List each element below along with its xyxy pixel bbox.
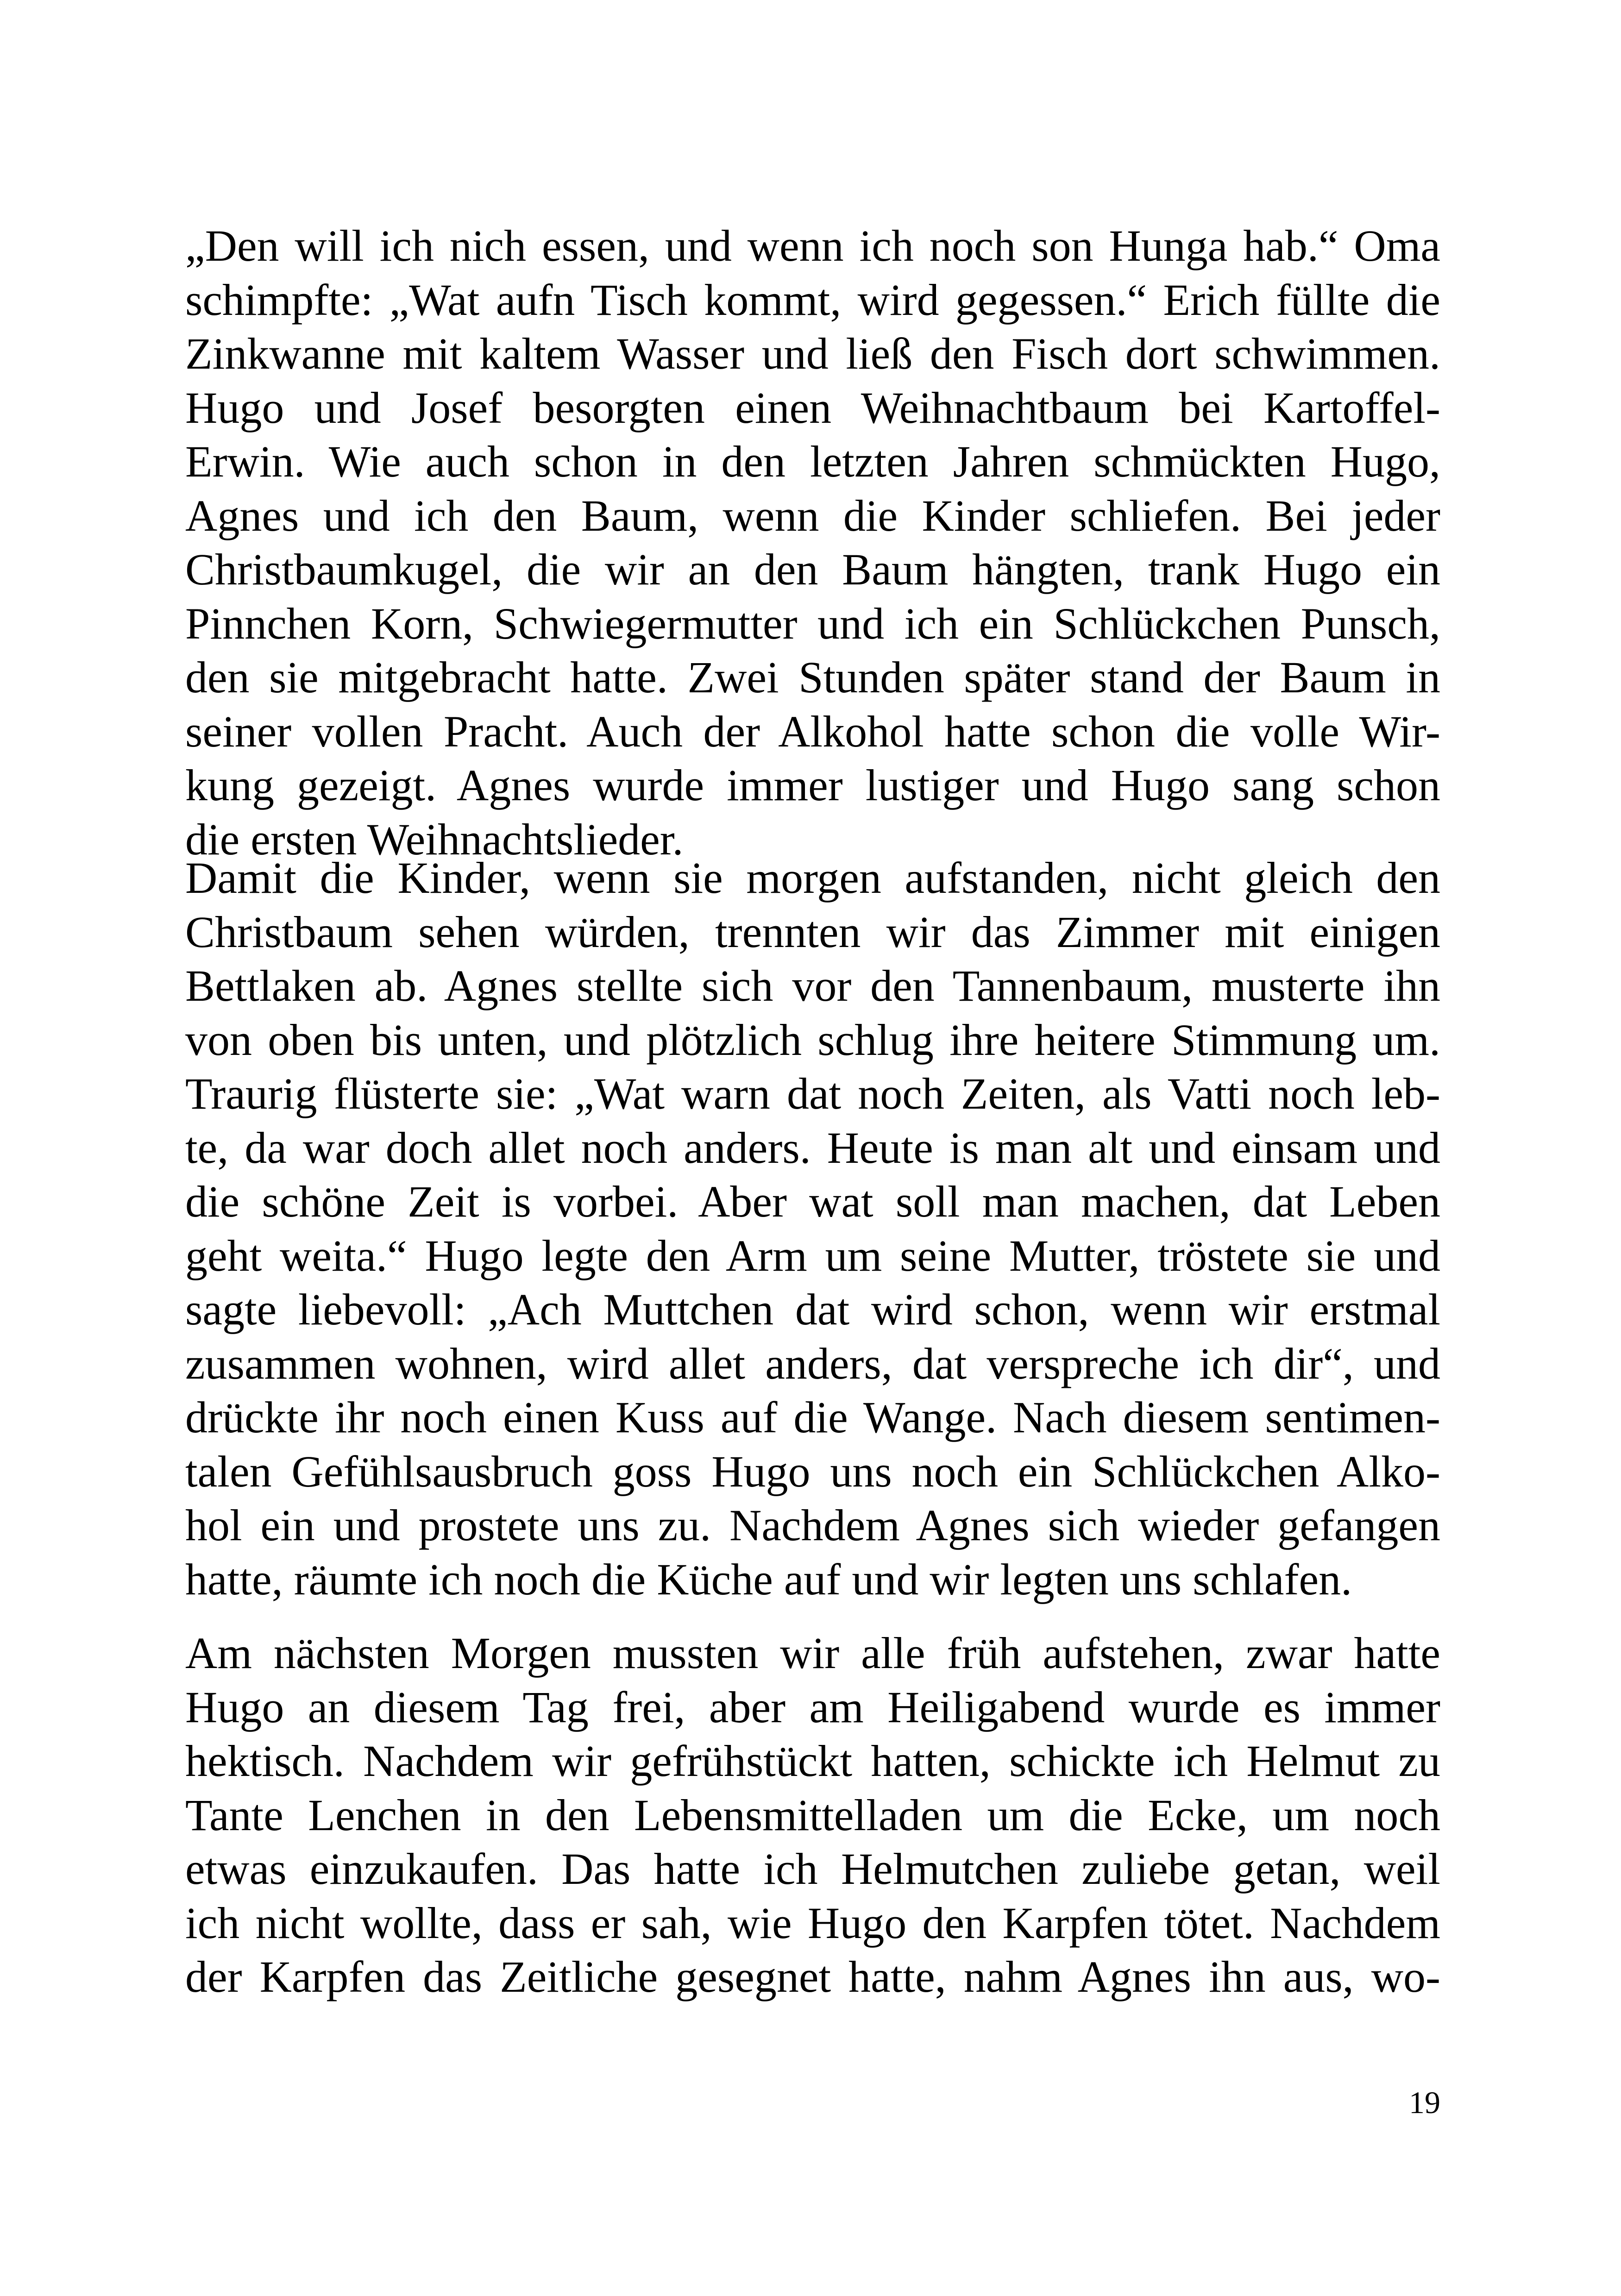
text-line: Christbaum sehen würden, trennten wir das Zimmer mit einigen <box>185 907 1440 957</box>
text-line: Damit die Kinder, wenn sie morgen aufstanden, nicht gleich den <box>185 853 1440 903</box>
paragraph-3 <box>185 1626 1440 2004</box>
text-line: Hugo und Josef besorgten einen Weihnachtbaum bei Kartoffel- <box>185 383 1440 433</box>
text-line: Am nächsten Morgen mussten wir alle früh aufstehen, zwar hatte <box>185 1628 1440 1678</box>
text-line: Hugo an diesem Tag frei, aber am Heiligabend wurde es immer <box>185 1682 1440 1732</box>
text-line: Bettlaken ab. Agnes stellte sich vor den Tannenbaum, musterte ihn <box>185 961 1440 1010</box>
text-line: hektisch. Nachdem wir gefrühstückt hatten, schickte ich Helmut zu <box>185 1736 1440 1786</box>
text-line: zusammen wohnen, wird allet anders, dat verspreche ich dir“, und <box>185 1338 1440 1388</box>
text-line: te, da war doch allet noch anders. Heute is man alt und einsam und <box>185 1123 1440 1173</box>
page-number: 19 <box>1409 2085 1440 2120</box>
text-line: Zinkwanne mit kaltem Wasser und ließ den Fisch dort schwimmen. <box>185 329 1440 378</box>
text-line: Erwin. Wie auch schon in den letzten Jahren schmückten Hugo, <box>185 437 1440 486</box>
text-line: hol ein und prostete uns zu. Nachdem Agnes sich wieder gefangen <box>185 1500 1440 1550</box>
text-line: schimpfte: „Wat aufn Tisch kommt, wird gegessen.“ Erich füllte die <box>185 275 1440 325</box>
text-line: Traurig flüsterte sie: „Wat warn dat noch Zeiten, als Vatti noch leb- <box>185 1069 1440 1118</box>
text-line: hatte, räumte ich noch die Küche auf und wir legten uns schlafen. <box>185 1554 1352 1604</box>
text-line: seiner vollen Pracht. Auch der Alkohol hatte schon die volle Wir- <box>185 706 1440 756</box>
text-line: den sie mitgebracht hatte. Zwei Stunden später stand der Baum in <box>185 652 1440 702</box>
text-line: Agnes und ich den Baum, wenn die Kinder schliefen. Bei jeder <box>185 490 1440 540</box>
text-line: drückte ihr noch einen Kuss auf die Wange. Nach diesem sentimen- <box>185 1393 1440 1442</box>
paragraph-2 <box>185 851 1440 1606</box>
text-line: Tante Lenchen in den Lebensmittelladen um die Ecke, um noch <box>185 1790 1440 1840</box>
text-line: die ersten Weihnachtslieder. <box>185 814 684 864</box>
text-line: der Karpfen das Zeitliche gesegnet hatte, nahm Agnes ihn aus, wo- <box>185 1952 1440 2001</box>
text-line: „Den will ich nich essen, und wenn ich noch son Hunga hab.“ Oma <box>185 221 1440 270</box>
text-line: kung gezeigt. Agnes wurde immer lustiger und Hugo sang schon <box>185 760 1440 810</box>
text-line: ich nicht wollte, dass er sah, wie Hugo den Karpfen tötet. Nachdem <box>185 1898 1440 1948</box>
text-line: Christbaumkugel, die wir an den Baum hängten, trank Hugo ein <box>185 545 1440 594</box>
text-line: von oben bis unten, und plötzlich schlug ihre heitere Stimmung um. <box>185 1015 1440 1065</box>
text-line: etwas einzukaufen. Das hatte ich Helmutchen zuliebe getan, weil <box>185 1844 1440 1894</box>
text-line: die schöne Zeit is vorbei. Aber wat soll man machen, dat Leben <box>185 1177 1440 1226</box>
text-line: Pinnchen Korn, Schwiegermutter und ich ein Schlückchen Punsch, <box>185 598 1440 648</box>
text-line: talen Gefühlsausbruch goss Hugo uns noch ein Schlückchen Alko- <box>185 1446 1440 1496</box>
text-line: sagte liebevoll: „Ach Muttchen dat wird schon, wenn wir erstmal <box>185 1285 1440 1334</box>
text-line: geht weita.“ Hugo legte den Arm um seine Mutter, tröstete sie und <box>185 1230 1440 1280</box>
paragraph-1 <box>185 219 1440 866</box>
